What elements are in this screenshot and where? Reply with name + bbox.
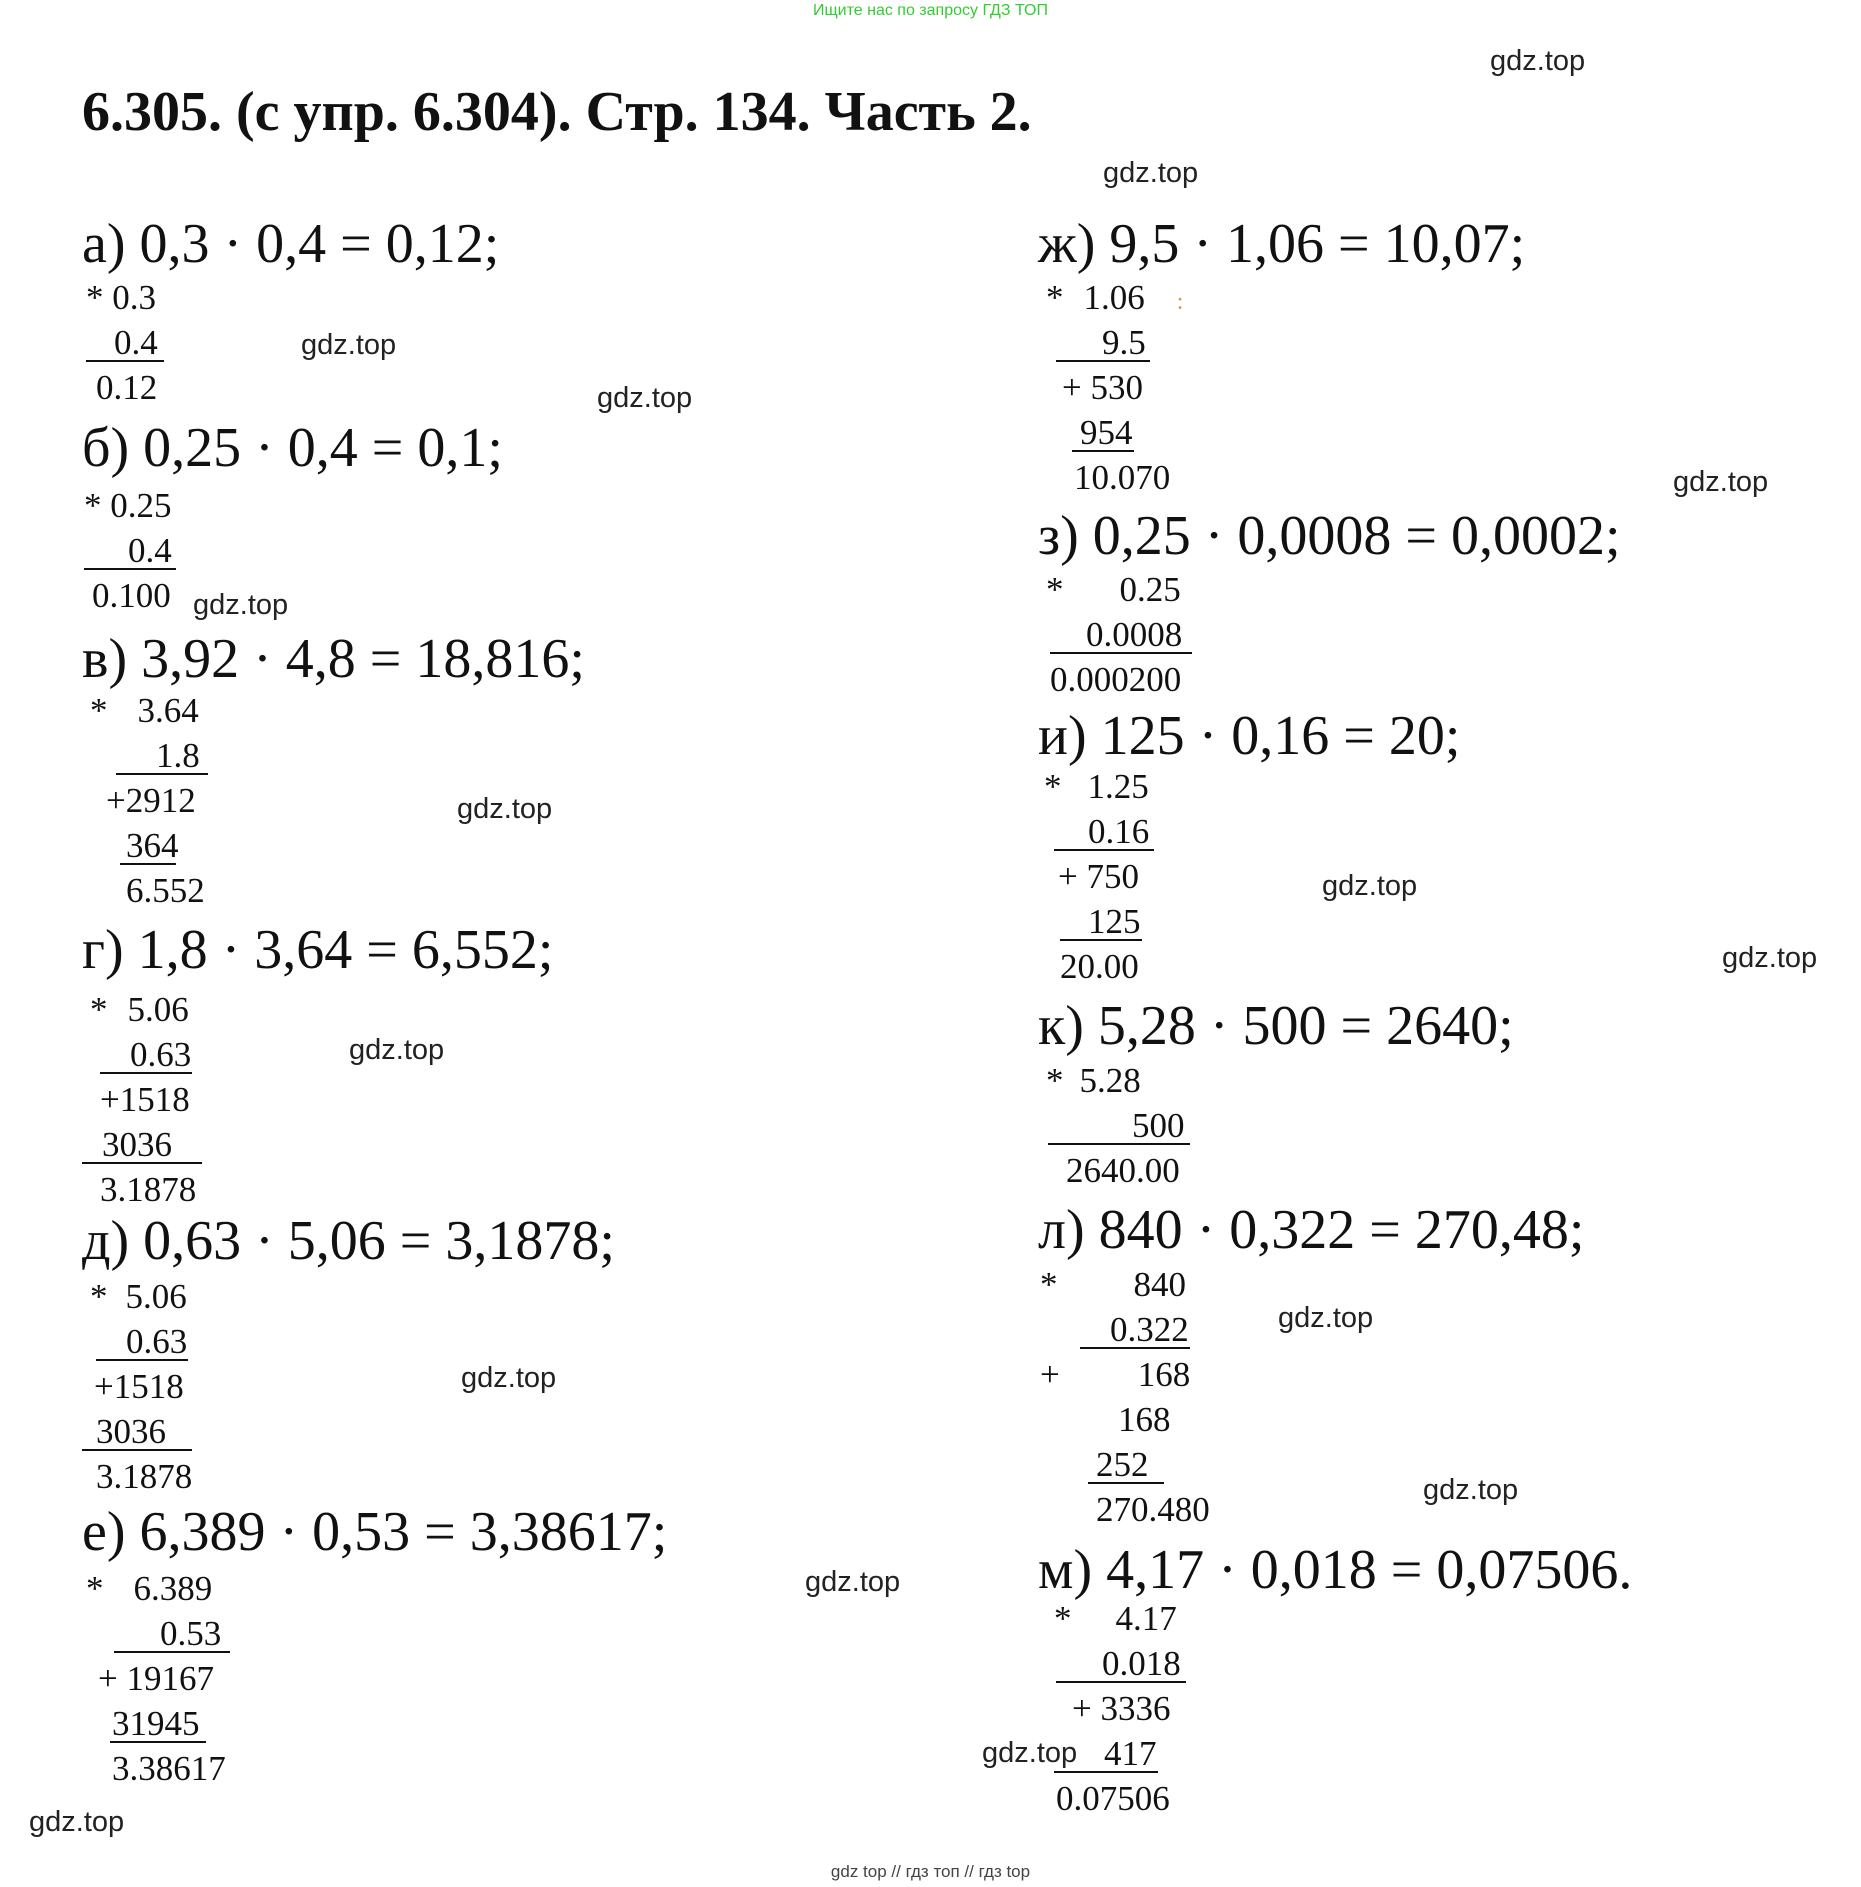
multiply-sign: * [86, 1569, 104, 1608]
watermark: gdz.top [597, 382, 693, 414]
calc-value: 1.06 [1083, 278, 1145, 317]
calc-value: 5.06 [125, 1277, 187, 1316]
equation-m: м) 4,17 · 0,018 = 0,07506. [1038, 1539, 1633, 1601]
multiply-sign: * [1054, 1599, 1072, 1638]
watermark: gdz.top [1278, 1302, 1374, 1334]
page-title: 6.305. (с упр. 6.304). Стр. 134. Часть 2. [82, 81, 1032, 143]
multiply-sign: * [1040, 1265, 1058, 1304]
equation-g: г) 1,8 · 3,64 = 6,552; [82, 919, 554, 981]
calc-line: 0.16 [1044, 809, 1149, 854]
calc-line: 954 [1046, 410, 1183, 455]
calc-z [1046, 567, 1182, 702]
equation-b: б) 0,25 · 0,4 = 0,1; [82, 417, 503, 479]
watermark: gdz.top [1423, 1474, 1519, 1506]
calc-value: 168 [1137, 1355, 1191, 1394]
equation-k: к) 5,28 · 500 = 2640; [1038, 995, 1514, 1057]
calc-line [1046, 275, 1183, 320]
calc-line: 0.4 [84, 528, 172, 573]
multiply-sign: * [1046, 278, 1064, 317]
calc-line: 31945 [86, 1701, 226, 1746]
calc-v [90, 688, 205, 913]
calc-line: 3036 [90, 1122, 196, 1167]
calc-value: 6.389 [133, 1569, 213, 1608]
equation-i: и) 125 · 0,16 = 20; [1038, 705, 1461, 767]
calc-line: 2640.00 [1066, 1151, 1180, 1190]
calc-value: 5.06 [127, 990, 189, 1029]
calc-line: 10.070 [1074, 458, 1171, 497]
calc-line [90, 688, 205, 733]
equation-d: д) 0,63 · 5,06 = 3,1878; [82, 1210, 615, 1272]
calc-a [86, 275, 158, 410]
calc-zh [1046, 275, 1183, 500]
calc-value: 0.25 [1119, 570, 1181, 609]
multiply-sign: * [90, 1277, 108, 1316]
watermark: gdz.top [349, 1034, 445, 1066]
calc-line: 0.53 [86, 1611, 226, 1656]
calc-line: 270.480 [1096, 1490, 1210, 1529]
calc-line: 0.100 [92, 576, 171, 615]
calc-line [1040, 1262, 1210, 1307]
calc-k [1046, 1058, 1185, 1193]
calc-line [1046, 567, 1182, 612]
calc-line: 364 [90, 823, 205, 868]
calc-line: + 19167 [98, 1659, 214, 1698]
calc-line: 9.5 [1046, 320, 1183, 365]
calc-line: + 530 [1062, 368, 1143, 407]
calc-line: + 750 [1058, 857, 1139, 896]
calc-line: + 3336 [1072, 1689, 1171, 1728]
calc-line: 0.07506 [1056, 1779, 1170, 1818]
calc-line: * 0.25 [84, 486, 172, 525]
calc-g [90, 987, 196, 1212]
calc-line: 3.1878 [100, 1170, 197, 1209]
watermark: gdz.top [29, 1806, 125, 1838]
calc-line: 0.4 [86, 320, 158, 365]
watermark: gdz.top [1322, 870, 1418, 902]
calc-value: 1.25 [1087, 767, 1149, 806]
footer-links[interactable]: gdz top // гдз топ // гдз top [830, 1862, 1031, 1881]
watermark: gdz.top [1673, 466, 1769, 498]
calc-line: 0.018 [1054, 1641, 1181, 1686]
equation-z: з) 0,25 · 0,0008 = 0,0002; [1038, 505, 1621, 567]
multiply-sign: * [1046, 1061, 1064, 1100]
calc-line [90, 987, 196, 1032]
calc-line: 0.12 [96, 368, 158, 407]
calc-i [1044, 764, 1149, 989]
calc-line [90, 1274, 192, 1319]
calc-line: 125 [1044, 899, 1149, 944]
calc-d [90, 1274, 192, 1499]
equation-v: в) 3,92 · 4,8 = 18,816; [82, 628, 585, 690]
calc-line [1054, 1596, 1181, 1641]
multiply-sign: * [1046, 570, 1064, 609]
calc-line: 500 [1046, 1103, 1185, 1148]
watermark: gdz.top [461, 1362, 557, 1394]
calc-line: * 0.3 [86, 278, 156, 317]
calc-line: 0.0008 [1046, 612, 1182, 657]
calc-value: 4.17 [1115, 1599, 1177, 1638]
calc-line: 0.63 [90, 1319, 192, 1364]
calc-line: 3.38617 [112, 1749, 226, 1788]
watermark: gdz.top [1722, 942, 1818, 974]
plus-sign: + [1040, 1355, 1060, 1394]
watermark: gdz.top [1490, 45, 1586, 77]
calc-line: +1518 [94, 1367, 184, 1406]
watermark: gdz.top [982, 1737, 1078, 1769]
calc-line: 20.00 [1060, 947, 1139, 986]
calc-line: 0.322 [1040, 1307, 1210, 1352]
calc-line: +2912 [106, 781, 196, 820]
watermark: gdz.top [193, 589, 289, 621]
calc-value: 3.64 [137, 691, 199, 730]
calc-line: 0.63 [90, 1032, 196, 1077]
multiply-sign: * [1044, 767, 1062, 806]
equation-l: л) 840 · 0,322 = 270,48; [1038, 1199, 1585, 1261]
watermark: gdz.top [1103, 157, 1199, 189]
calc-l [1040, 1262, 1210, 1532]
multiply-sign: * [90, 990, 108, 1029]
equation-e: е) 6,389 · 0,53 = 3,38617; [82, 1501, 668, 1563]
watermark: gdz.top [805, 1566, 901, 1598]
calc-e [86, 1566, 226, 1791]
search-banner[interactable]: Ищите нас по запросу ГДЗ ТОП [813, 2, 1048, 19]
calc-line: 417 [1054, 1731, 1181, 1776]
calc-line [1040, 1352, 1210, 1397]
multiply-sign: * [90, 691, 108, 730]
calc-line: 168 [1118, 1400, 1171, 1439]
mark: : [1176, 289, 1184, 315]
calc-line: 3036 [90, 1409, 192, 1454]
watermark: gdz.top [301, 329, 397, 361]
calc-line: 0.000200 [1050, 660, 1182, 699]
calc-line: 3.1878 [96, 1457, 193, 1496]
calc-value: 5.28 [1079, 1061, 1141, 1100]
watermark: gdz.top [457, 793, 553, 825]
calc-line [1046, 1058, 1185, 1103]
calc-line: 1.8 [90, 733, 205, 778]
calc-value: 840 [1133, 1265, 1186, 1304]
calc-line: 6.552 [126, 871, 205, 910]
calc-line: +1518 [100, 1080, 190, 1119]
calc-line: 252 [1040, 1442, 1210, 1487]
equation-a: а) 0,3 · 0,4 = 0,12; [82, 213, 500, 275]
calc-line [86, 1566, 226, 1611]
calc-m [1054, 1596, 1181, 1821]
equation-zh: ж) 9,5 · 1,06 = 10,07; [1038, 213, 1526, 275]
calc-line [1044, 764, 1149, 809]
calc-b [84, 483, 172, 618]
